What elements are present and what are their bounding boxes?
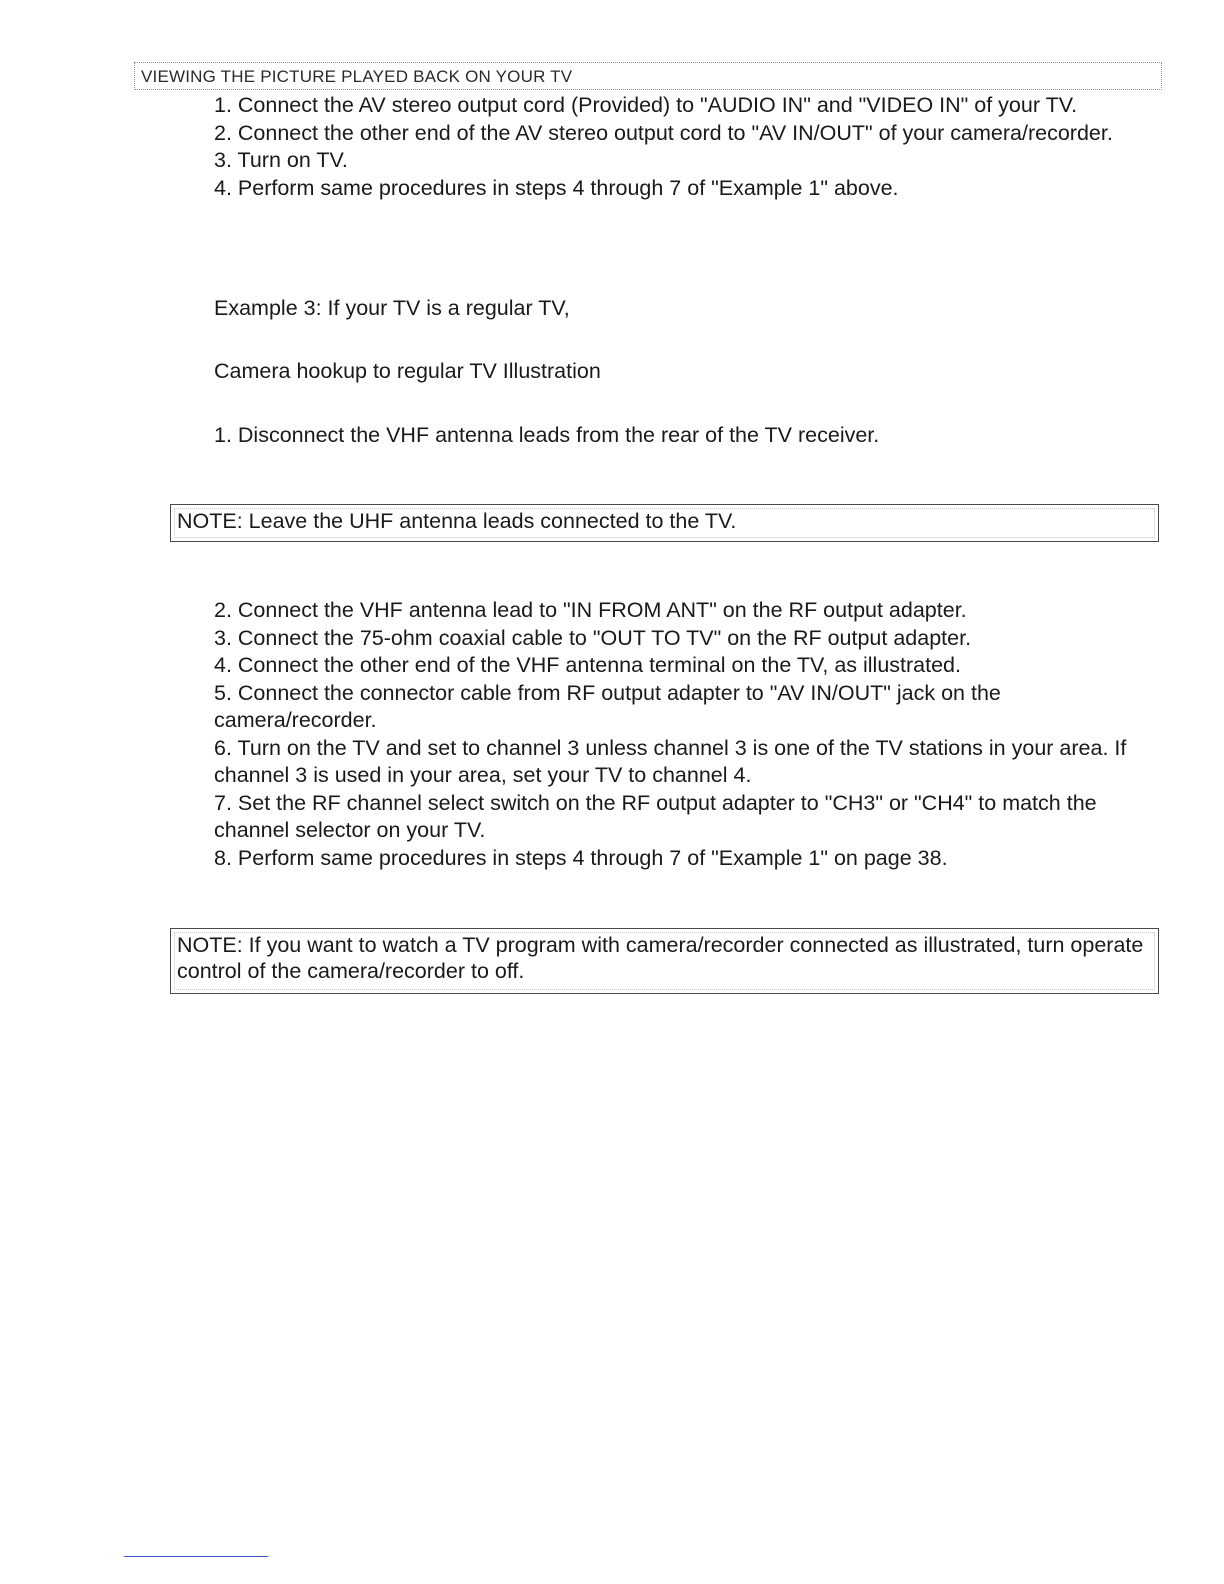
step-item: 2. Connect the VHF antenna lead to "IN FROM ANT" on the RF output adapter. <box>214 598 967 622</box>
note-box-uhf <box>170 504 1159 542</box>
step-item: 7. Set the RF channel select switch on the RF output adapter to "CH3" or "CH4" to match the channel selector on your TV. <box>214 790 1097 842</box>
footer-rule <box>124 1556 268 1557</box>
step-item: 3. Turn on TV. <box>214 148 348 172</box>
step-disconnect-vhf: 1. Disconnect the VHF antenna leads from the rear of the TV receiver. <box>214 423 880 447</box>
note-box-watch-tv <box>170 928 1159 994</box>
step-item: 4. Perform same procedures in steps 4 through 7 of "Example 1" above. <box>214 175 899 200</box>
step-item: 4. Connect the other end of the VHF antenna terminal on the TV, as illustrated. <box>214 653 961 677</box>
step-item: 1. Connect the AV stereo output cord (Provided) to "AUDIO IN" and "VIDEO IN" of your TV. <box>214 93 1078 117</box>
section-title: VIEWING THE PICTURE PLAYED BACK ON YOUR TV <box>141 67 573 86</box>
step-item: 8. Perform same procedures in steps 4 through 7 of "Example 1" on page 38. <box>214 845 948 870</box>
example-3-heading: Example 3: If your TV is a regular TV, <box>214 296 570 320</box>
illustration-caption: Camera hookup to regular TV Illustration <box>214 359 601 383</box>
step-item: 3. Connect the 75-ohm coaxial cable to "OUT TO TV" on the RF output adapter. <box>214 625 972 650</box>
steps-bottom-list <box>214 597 1154 872</box>
note-text: NOTE: If you want to watch a TV program with camera/recorder connected as illustrated, turn operate control of the camera/recorder to off. <box>177 933 1144 983</box>
section-header <box>134 62 1162 90</box>
step-item: 2. Connect the other end of the AV stereo output cord to "AV IN/OUT" of your camera/recorder. <box>214 120 1113 145</box>
step-item: 6. Turn on the TV and set to channel 3 unless channel 3 is one of the TV stations in your area. If channel 3 is used in your area, set your TV to channel 4. <box>214 735 1127 787</box>
steps-top-list <box>214 92 1154 202</box>
note-text: NOTE: Leave the UHF antenna leads connected to the TV. <box>177 509 737 533</box>
step-item: 5. Connect the connector cable from RF output adapter to "AV IN/OUT" jack on the camera/recorder. <box>214 680 1001 732</box>
